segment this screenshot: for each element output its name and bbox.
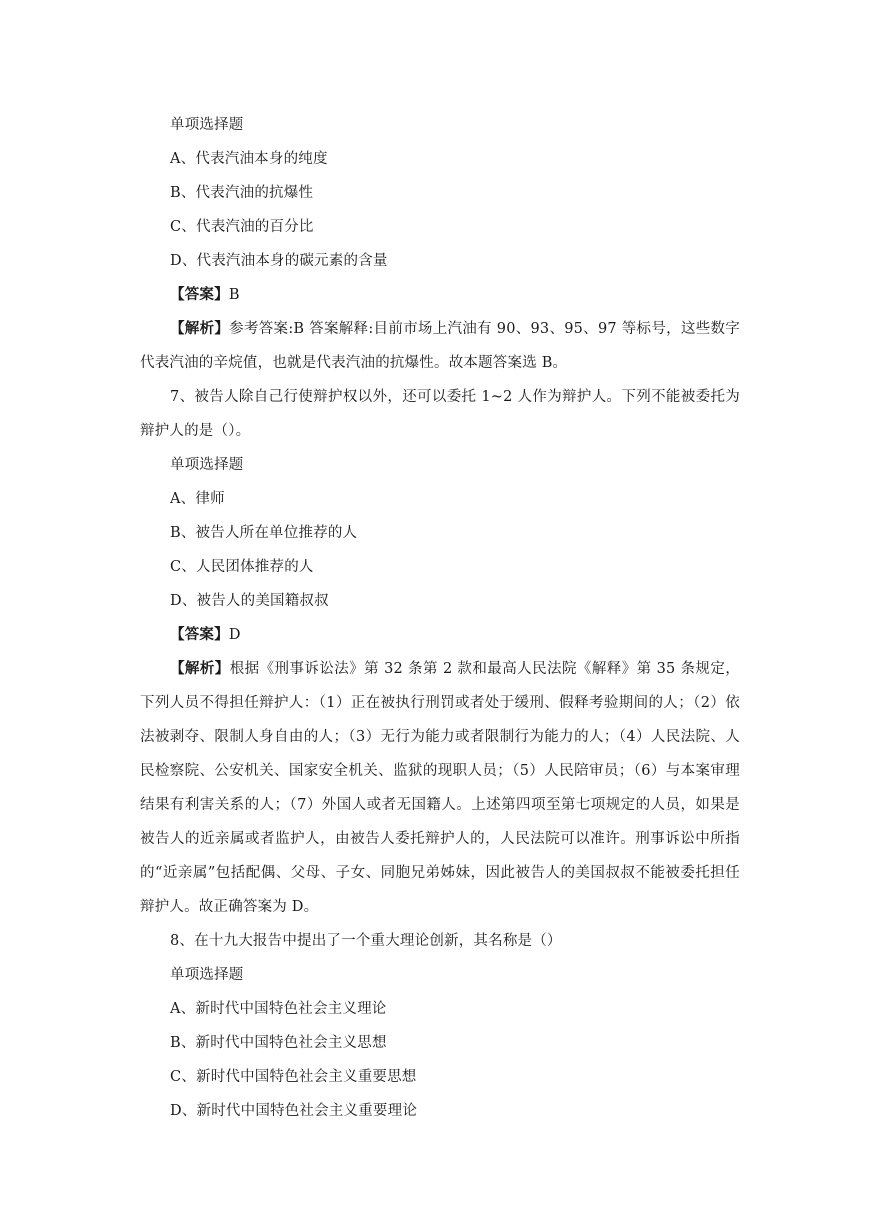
q8-option-c: C、新时代中国特色社会主义重要思想 [170,1069,417,1085]
q7-option-c: C、人民团体推荐的人 [170,559,314,575]
q7-question: 7、被告人除自己行使辩护权以外，还可以委托 1~2 人作为辩护人。下列不能被委托为辩护人的是（）。 [140,389,740,439]
q7-answer [140,618,740,652]
q6-option-a: A、代表汽油本身的纯度 [170,151,328,167]
q7-analysis [140,652,740,924]
q6-analysis [140,312,740,380]
q8-option-d: D、新时代中国特色社会主义重要理论 [170,1103,418,1119]
q8-option-b: B、新时代中国特色社会主义思想 [170,1035,387,1051]
q6-type-label: 单项选择题 [170,117,244,133]
q6-answer-value: B [228,287,240,303]
q7-type-label: 单项选择题 [170,457,244,473]
q6-option-d: D、代表汽油本身的碳元素的含量 [170,253,388,269]
q6-option-b: B、代表汽油的抗爆性 [170,185,314,201]
q8-type-label: 单项选择题 [170,967,244,983]
q7-option-b: B、被告人所在单位推荐的人 [170,525,358,541]
q8-option-a: A、新时代中国特色社会主义理论 [170,1001,387,1017]
q7-analysis-text: 根据《刑事诉讼法》第 32 条第 2 款和最高人民法院《解释》第 35 条规定，下列人员不得担任辩护人：（1）正在被执行刑罚或者处于缓刑、假释考验期间的人；（2）依法被剥夺、限制人身自由的人；（3）无行为能力或者限制行为能力的人；（4）人民法院、人民检察院、公安机关、国家安全机关、监狱的现职人员；（5）人民陪审员；（6）与本案审理结果有利害关系的人；（7）外国人或者无国籍人。上述第四项至第七项规定的人员，如果是被告人的近亲属或者监护人，由被告人委托辩护人的，人民法院可以准许。刑事诉讼中所指的“近亲属”包括配偶、父母、子女、同胞兄弟姊妹，因此被告人的美国叔叔不能被委托担任辩护人。故正确答案为 D。 [140,661,740,915]
q7-option-d: D、被告人的美国籍叔叔 [170,593,329,609]
q6-analysis-tag: 【解析】 [170,320,230,337]
q6-option-c: C、代表汽油的百分比 [170,219,314,235]
q7-option-a: A、律师 [170,491,225,507]
q7-answer-value: D [228,627,241,643]
q7-answer-tag: 【答案】 [170,626,229,643]
q8-question: 8、在十九大报告中提出了一个重大理论创新，其名称是（） [170,933,562,949]
q6-answer [140,278,740,312]
document-content [140,108,740,1128]
q7-analysis-tag: 【解析】 [170,660,230,677]
q6-analysis-text: 参考答案:B 答案解释:目前市场上汽油有 90、93、95、97 等标号，这些数字代表汽油的辛烷值，也就是代表汽油的抗爆性。故本题答案选 B。 [140,321,740,371]
q6-answer-tag: 【答案】 [170,286,229,303]
